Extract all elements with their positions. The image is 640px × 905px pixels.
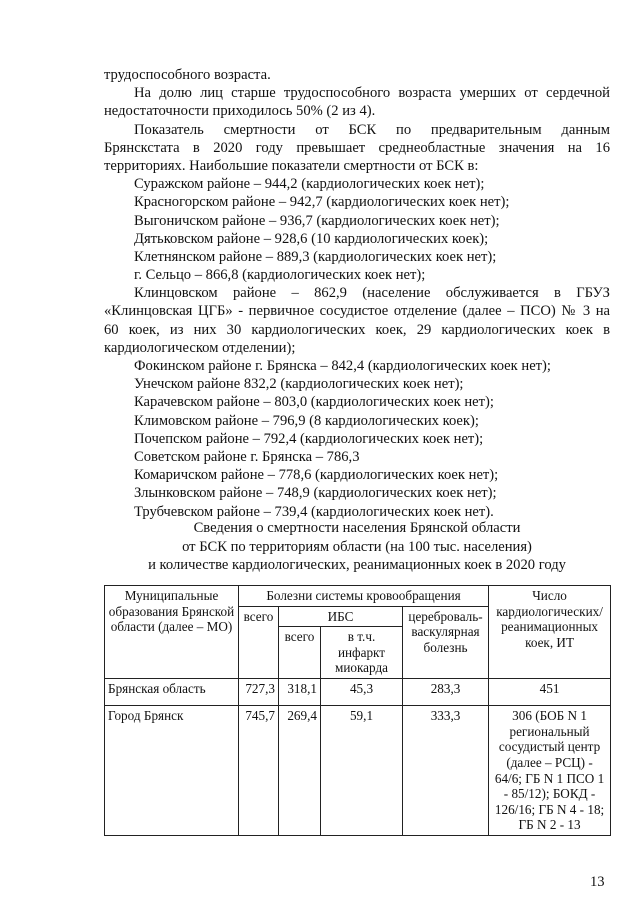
row-ibs: 318,1 — [279, 679, 321, 706]
header-mo: Муниципальные образования Брянской области (далее – МО) — [105, 586, 239, 679]
header-total: всего — [239, 606, 279, 679]
header-ibs-total: всего — [279, 627, 321, 679]
district-item: Злынковском районе – 748,9 (кардиологических коек нет); — [134, 485, 497, 502]
district-item: Унечском районе 832,2 (кардиологических коек нет); — [134, 376, 464, 393]
table-header-row — [105, 586, 611, 607]
row-total: 745,7 — [239, 706, 279, 836]
district-item: Карачевском районе – 803,0 (кардиологических коек нет); — [134, 394, 494, 411]
row-beds: 451 — [489, 679, 611, 706]
district-item: Почепском районе – 792,4 (кардиологических коек нет); — [134, 430, 484, 447]
district-item: Фокинском районе г. Брянска – 842,4 (кардиологических коек нет); — [134, 358, 551, 374]
paragraph-line: трудоспособного возраста. — [104, 67, 271, 83]
header-cerebro: цереброваль-васкулярная болезнь — [403, 606, 489, 679]
district-item-klintsy: «Клинцовская ЦГБ» - первичное сосудистое отделение (далее – ПСО) № 3 на — [104, 303, 610, 320]
district-item: Дятьковском районе – 928,6 (10 кардиологических коек); — [134, 230, 489, 247]
row-infarct: 45,3 — [321, 679, 403, 706]
header-ibs: ИБС — [279, 606, 403, 627]
row-infarct: 59,1 — [321, 706, 403, 836]
header-beds: Число кардиологических/ реанимационных коек, ИТ — [489, 586, 611, 679]
row-cerebro: 283,3 — [403, 679, 489, 706]
district-item: Выгоничском районе – 936,7 (кардиологических коек нет); — [134, 212, 500, 229]
table-title — [104, 519, 610, 575]
header-infarct: в т.ч. инфаркт миокарда — [321, 627, 403, 679]
table-row — [105, 679, 611, 706]
district-item: Советском районе г. Брянска – 786,3 — [134, 448, 360, 465]
paragraph-line: Брянскстата в 2020 году превышает среднеобластные значения на 16 — [104, 139, 610, 156]
district-item: Клетнянском районе – 889,3 (кардиологических коек нет); — [134, 248, 497, 265]
row-beds: 306 (БОБ N 1 региональный сосудистый центр (далее – РСЦ) - 64/6; ГБ N 1 ПСО 1 - 85/12); БОКД - 126/16; ГБ N 4 - 18; ГБ N 2 - 13 — [489, 706, 611, 836]
paragraph-line: Показатель смертности от БСК по предварительным данным — [134, 121, 610, 138]
table-title-line: и количестве кардиологических, реанимационных коек в 2020 году — [148, 557, 566, 573]
table-row — [105, 706, 611, 836]
row-name: Брянская область — [105, 679, 239, 706]
district-item: Суражском районе – 944,2 (кардиологических коек нет); — [134, 176, 485, 193]
document-body — [104, 66, 610, 521]
row-cerebro: 333,3 — [403, 706, 489, 836]
paragraph-line: территориях. Наибольшие показатели смертности от БСК в: — [104, 157, 479, 174]
district-item-klintsy: 60 коек, из них 30 кардиологических коек, 29 кардиологических коек в — [104, 321, 610, 338]
paragraph-line: На долю лиц старше трудоспособного возраста умерших от сердечной — [134, 85, 610, 102]
district-item: г. Сельцо – 866,8 (кардиологических коек нет); — [134, 267, 426, 284]
row-ibs: 269,4 — [279, 706, 321, 836]
header-bsk: Болезни системы кровообращения — [239, 586, 489, 607]
paragraph-line: недостаточности приходилось 50% (2 из 4). — [104, 103, 376, 120]
district-item: Комаричском районе – 778,6 (кардиологических коек нет); — [134, 467, 499, 484]
district-item: Красногорском районе – 942,7 (кардиологических коек нет); — [134, 194, 510, 211]
district-item-klintsy: Клинцовском районе – 862,9 (население обслуживается в ГБУЗ — [134, 285, 610, 302]
table-title-line: от БСК по территориям области (на 100 тыс. населения) — [182, 538, 532, 555]
district-item-klintsy: кардиологическом отделении); — [104, 339, 296, 356]
mortality-table — [104, 585, 611, 836]
page-number: 13 — [590, 874, 605, 890]
row-total: 727,3 — [239, 679, 279, 706]
row-name: Город Брянск — [105, 706, 239, 836]
district-item: Трубчевском районе – 739,4 (кардиологических коек нет). — [134, 503, 494, 520]
district-item: Климовском районе – 796,9 (8 кардиологических коек); — [134, 412, 479, 429]
table-title-line: Сведения о смертности населения Брянской области — [193, 520, 521, 536]
